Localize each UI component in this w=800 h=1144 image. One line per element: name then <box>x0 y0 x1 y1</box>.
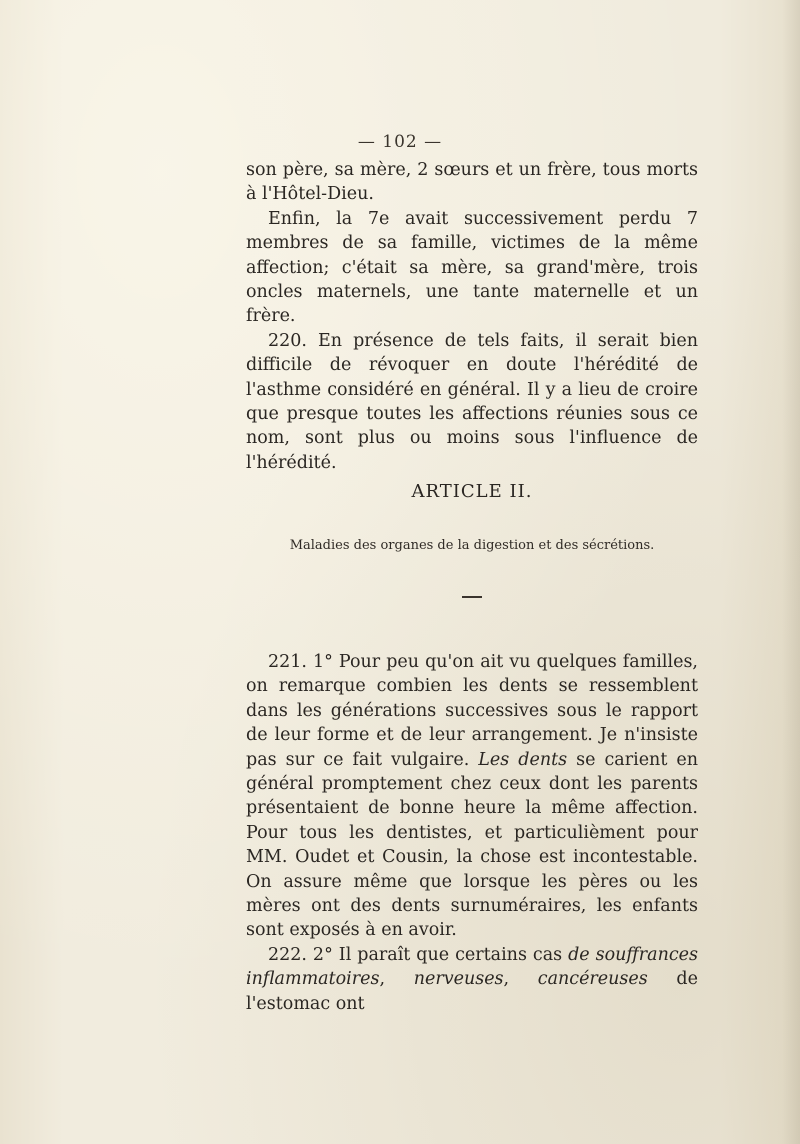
paragraph-222-italic1: de souffrances inflammatoires <box>246 944 698 990</box>
article-heading: ARTICLE II. <box>411 481 533 502</box>
paragraph-220: 220. En présence de tels faits, il serait bien difficile de révoquer en doute l'hérédité de l'asthme considéré en général. Il y a lieu de croire que presque toutes les affections réunies sous ce nom, sont plus ou moins sous l'influence de l'hérédité. <box>246 330 698 473</box>
paragraph-222-part1: 222. 2° Il paraît que certains cas <box>268 944 569 965</box>
page-number: — 102 — <box>357 132 443 152</box>
paragraph-enfin: Enfin, la 7e avait successivement perdu 7 membres de sa famille, victimes de la même affection; c'était sa mère, sa grand'mère, trois oncles maternels, une tante maternelle et un frère. <box>246 208 698 327</box>
paragraph-221-part2: se carient en général promptement chez ceux dont les parents présentaient de bonne heure la même affection. Pour tous les dentistes, et particulièment pour MM. Oudet et Cousin, la chose est incontestable. On assure même que lorsque les pères ou les mères ont des dents surnuméraires, les enfants sont exposés à en avoir. <box>246 749 698 941</box>
paragraph-222-sep2: , <box>503 969 538 990</box>
paragraph-221-part1: 221. 1° Pour peu qu'on ait vu quelques familles, on remarque combien les dents se ressemblent dans les générations successives sous le rapport de leur forme et de leur arrangement. Je n'insiste pas sur ce fait vulgaire. <box>246 652 698 770</box>
paragraph-222 <box>246 943 698 1016</box>
section-rule <box>462 596 482 598</box>
paragraph-222-sep1: , <box>379 969 414 990</box>
article-subtitle: Maladies des organes de la digestion et des sécrétions. <box>289 538 655 553</box>
page-edge-shadow <box>782 0 800 1144</box>
paragraph-continuation: son père, sa mère, 2 sœurs et un frère, tous morts à l'Hôtel-Dieu. <box>246 160 698 205</box>
paragraph-221-italic: Les dents <box>478 749 568 770</box>
paragraph-222-part2: de l'estomac ont <box>246 969 698 1014</box>
paragraph-221 <box>246 650 698 943</box>
text-block-top <box>246 158 698 475</box>
text-block-bottom <box>246 650 698 1016</box>
paragraph-222-italic3: cancéreuses <box>537 969 648 990</box>
paragraph-222-italic2: nerveuses <box>413 969 504 990</box>
